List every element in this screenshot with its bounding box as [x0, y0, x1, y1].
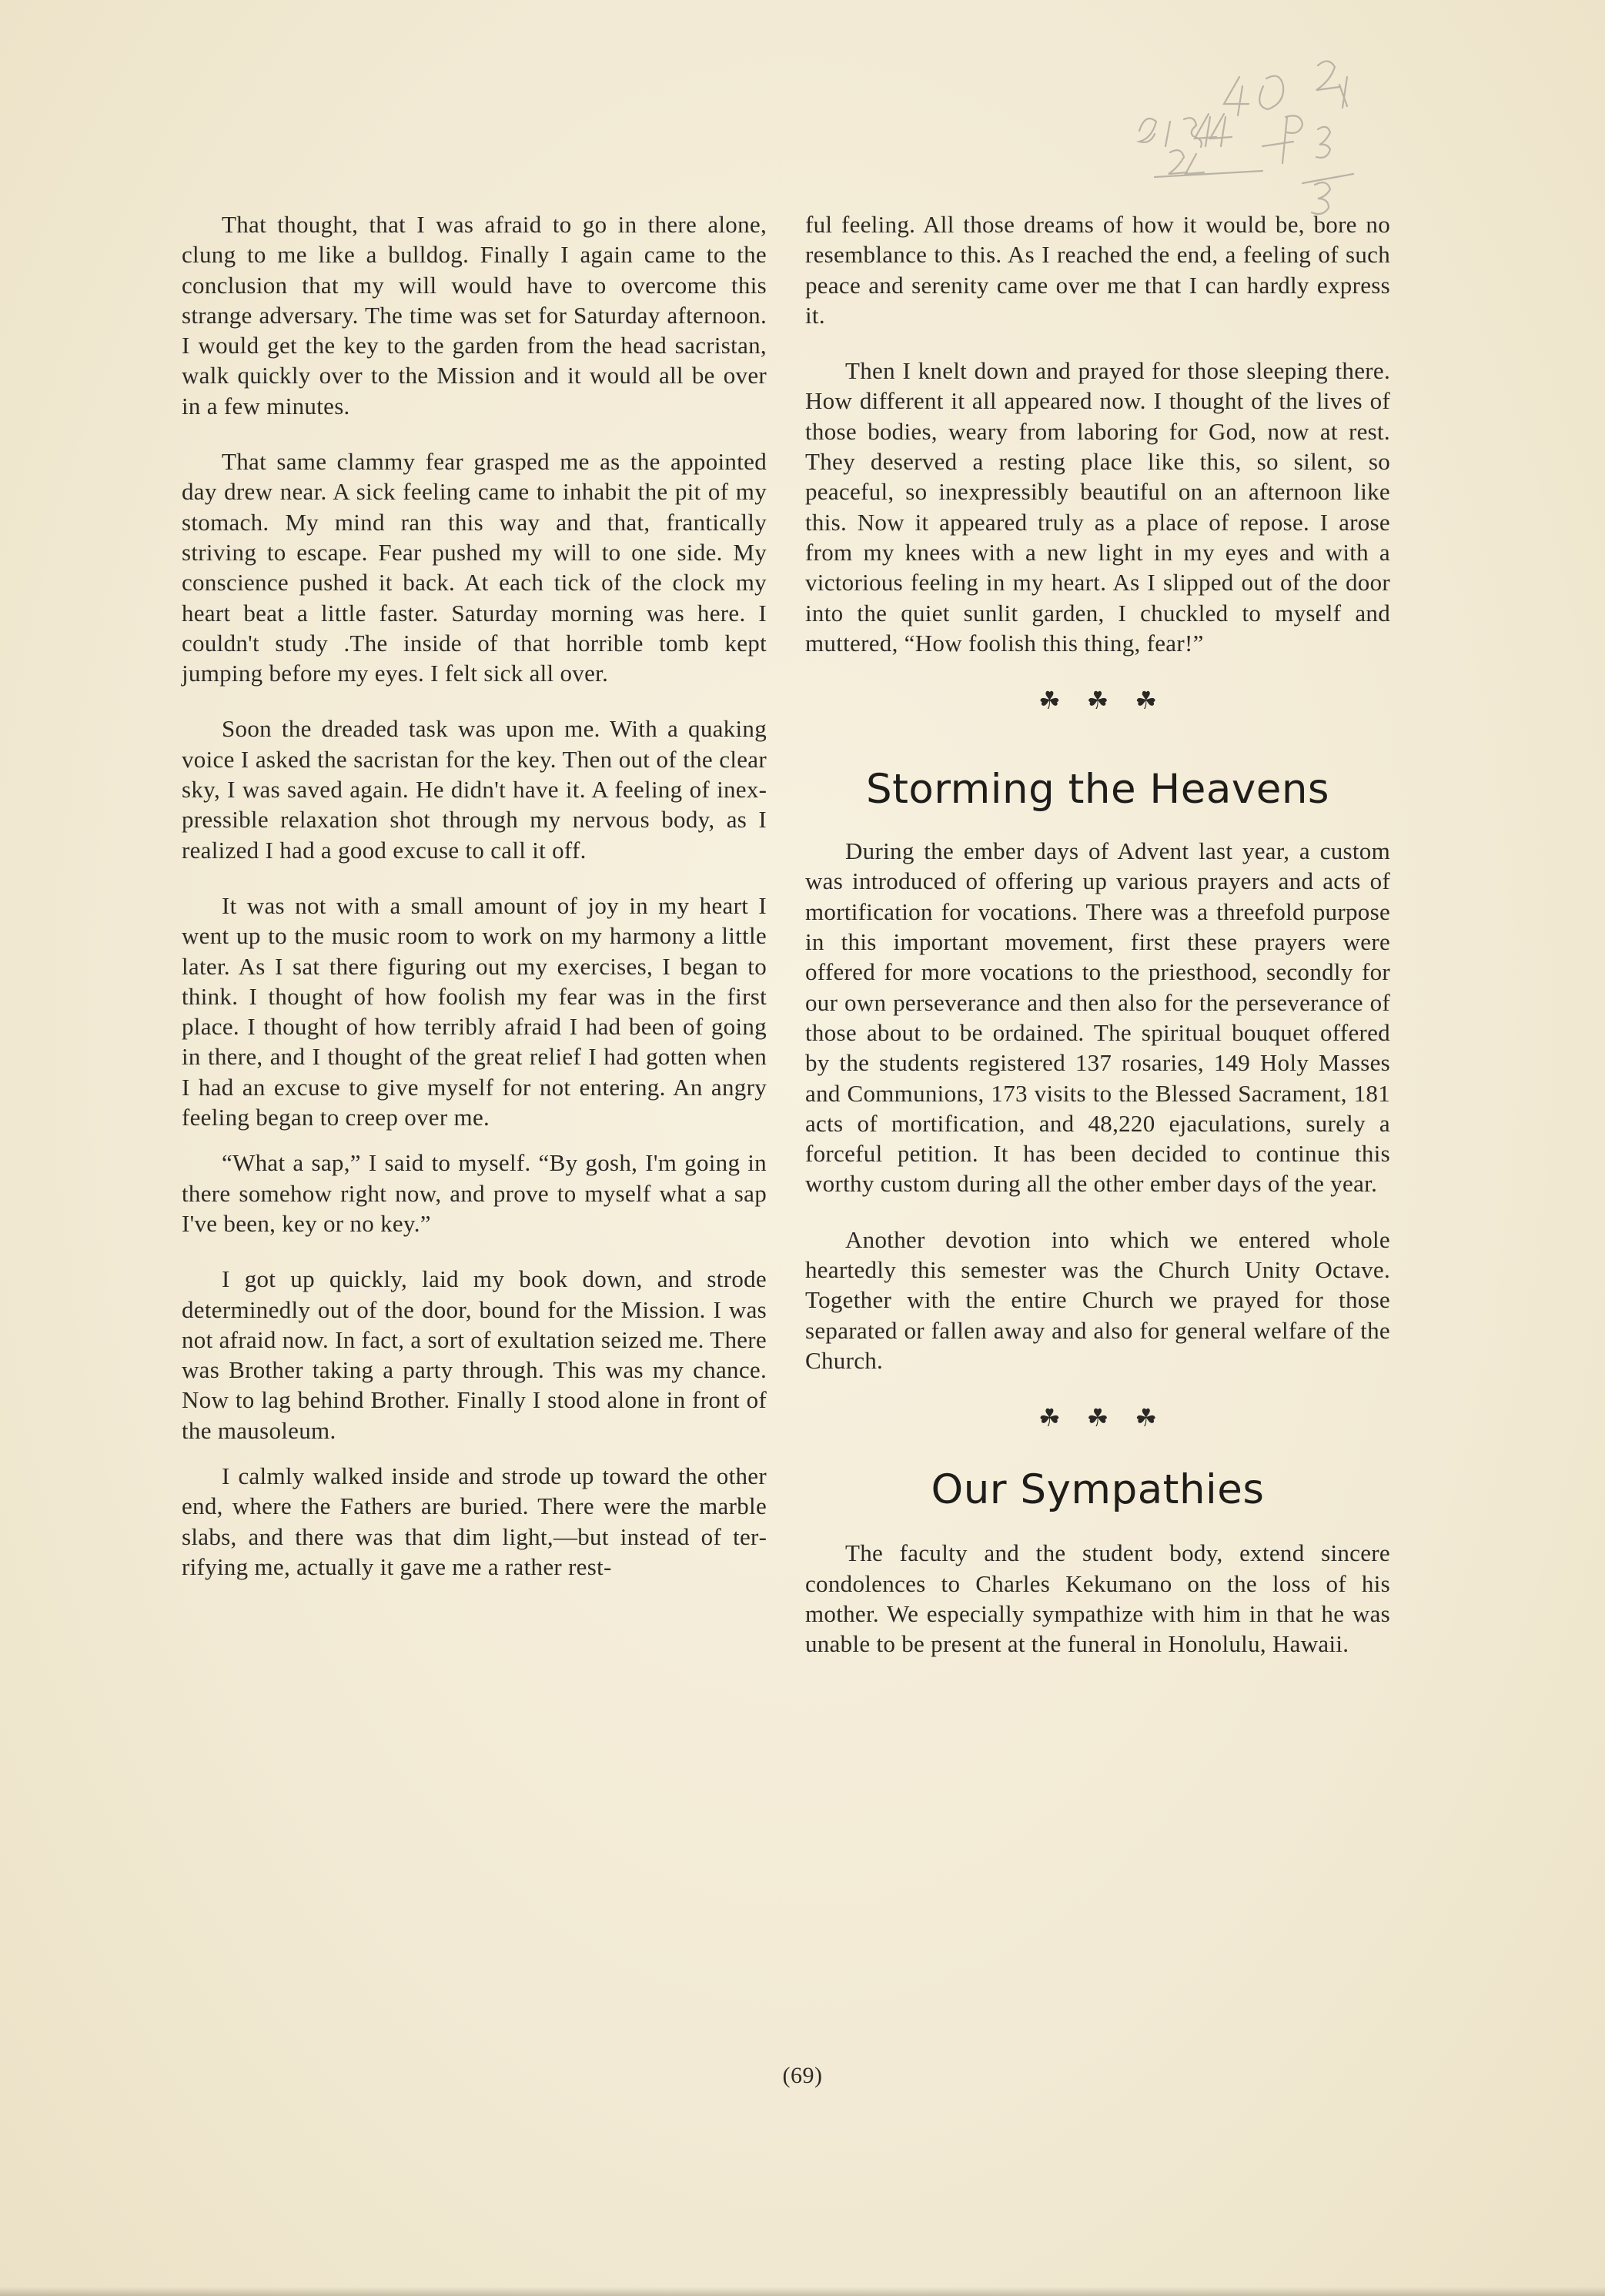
sympathies-paragraph-1: The faculty and the student body, extend sincere condolences to Charles Kekumano on the loss of his mother. We especially sympathize with him in that he was unable to be present at the funeral in Honolulu, Hawaii.	[805, 1539, 1390, 1658]
left-paragraph-5: “What a sap,” I said to myself. “By gosh, I'm going in there somehow right now, and prove to myself what a sap I've been, key or no key.”	[182, 1149, 767, 1237]
page-edge-shadow	[0, 2287, 1605, 2296]
left-column	[182, 209, 767, 1607]
story-continuation: ful feeling. All those dreams of how it would be, bore no resemblance to this. As I reached the end, a feeling of such peace and serenity came over me that I can hardly express it.	[805, 211, 1390, 329]
left-paragraph-2: That same clammy fear grasped me as the appointed day drew near. A sick feeling came to inhabit the pit of my stomach. My mind ran this way and that, frantically striving to escape. Fear pushed my will to one side. My conscience pushed it back. At each tick of the clock my heart beat a little faster. Saturday morning was here. I couldn't study .The inside of that horrible tomb kept jumping before my eyes. I felt sick all over.	[182, 448, 767, 687]
section-heading-our-sympathies: Our Sympathies	[931, 1466, 1265, 1514]
left-paragraph-6: I got up quickly, laid my book down, and strode determinedly out of the door, bound for the Mission. I was not afraid now. In fact, a sort of exultation seized me. There was Brother taking a party through. This was my chance. Now to lag behind Brother. Finally I stood alone in front of the mausoleum.	[182, 1265, 767, 1444]
shamrock-divider-1: ☘☘☘	[1038, 687, 1184, 715]
left-paragraph-4: It was not with a small amount of joy in my heart I went up to the music room to work on my harmony a little later. As I sat there figuring out my exercises, I began to think. I thought of how foolish my fear was in the first place. I thought of how terribly afraid I had been of going in there, and I thought of the great relief I had gotten when I had an excuse to give myself for not entering. An angry feeling began to creep over me.	[182, 891, 767, 1131]
page-number: (69)	[782, 2063, 823, 2088]
story-closing-paragraph: Then I knelt down and prayed for those sleeping there. How different it all appeared now. I thought of the lives of those bodies, weary from laboring for God, now at rest. They deserved a resting place like this, so silent, so peaceful, so inexpressibly beautiful on an afternoon like this. Now it appeared truly as a place of repose. I arose from my knees with a new light in my eyes and with a victorious feeling in my heart. As I slipped out of the door into the quiet sunlit garden, I chuckled to myself and muttered, “How foolish this thing, fear!”	[805, 357, 1390, 657]
section-heading-storming-the-heavens: Storming the Heavens	[865, 766, 1330, 814]
storming-paragraph-2: Another devotion into which we entered whole heartedly this semester was the Church Unity Octave. Together with the entire Church we prayed for those separated or fallen away and also for general welfare of the Church.	[805, 1225, 1390, 1374]
left-paragraph-7: I calmly walked inside and strode up toward the other end, where the Fathers are buried. There were the marble slabs, and there was that dim light,—but instead of terrifying me, actually it gave me a rather rest-	[182, 1462, 767, 1580]
left-paragraph-1: That thought, that I was afraid to go in there alone, clung to me like a bulldog. Finally I again came to the conclusion that my will would have to overcome this strange adversary. The time was set for Saturday afternoon. I would get the key to the garden from the head sacristan, walk quickly over to the Mission and it would all be over in a few minutes.	[182, 211, 767, 419]
storming-paragraph-1: During the ember days of Advent last year, a custom was introduced of offering up various prayers and acts of mortification for vocations. There was a threefold purpose in this important movement, first these prayers were offered for more vocations to the priesthood, secondly for our own perseverance and then also for the perseverance of those about to be ordained. The spiritual bouquet offered by the students registered 137 rosaries, 149 Holy Masses and Communions, 173 visits to the Blessed Sacrament, 181 acts of mortification, and 48,220 ejaculations, surely a forceful petition. It has been decided to continue this worthy custom during all the other ember days of the year.	[805, 837, 1390, 1198]
left-paragraph-3: Soon the dreaded task was upon me. With a quaking voice I asked the sacristan for the key. Then out of the clear sky, I was saved again. He didn't have it. A feeling of inexpressible relaxation shot through my nervous body, as I realized I had a good excuse to call it off.	[182, 715, 767, 864]
right-column	[805, 209, 1390, 1684]
shamrock-divider-2: ☘☘☘	[1038, 1404, 1184, 1432]
handwritten-pencil-notes	[1108, 31, 1401, 216]
